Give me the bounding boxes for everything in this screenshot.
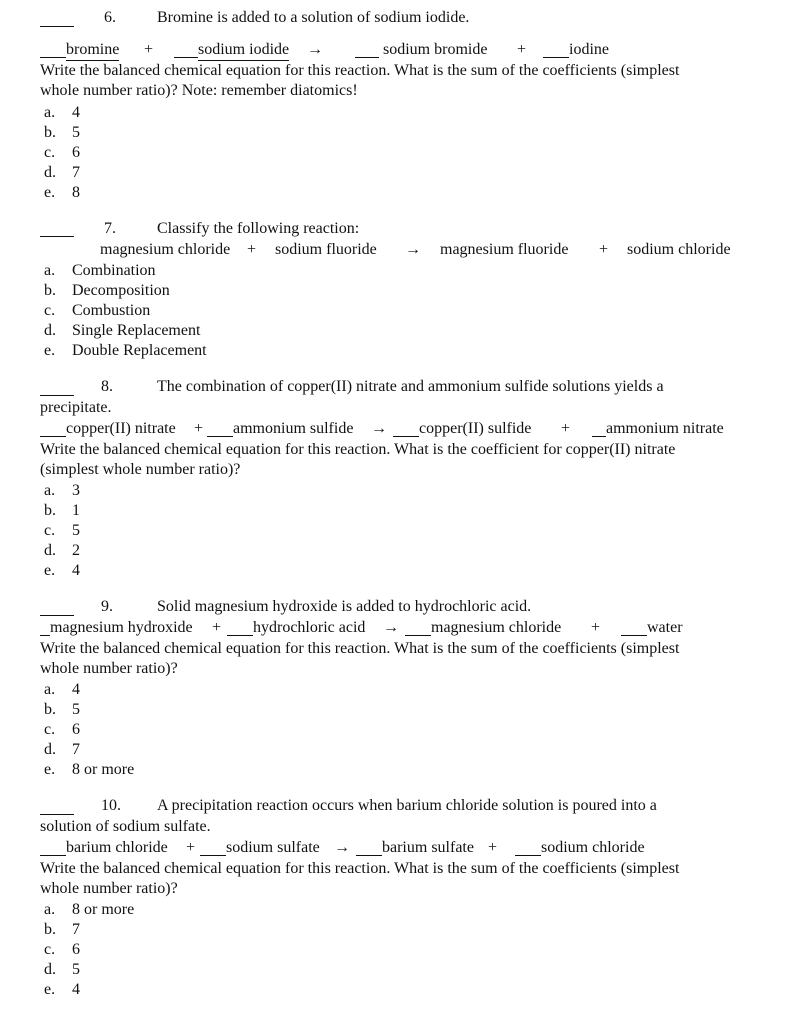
coefficient-blank[interactable] bbox=[592, 421, 606, 437]
coefficient-blank[interactable] bbox=[40, 620, 50, 636]
instruction-line: Write the balanced chemical equation for this reaction. What is the sum of the coefficients (simplest bbox=[40, 62, 680, 79]
product-1: magnesium fluoride bbox=[440, 241, 569, 258]
question-prompt: The combination of copper(II) nitrate and ammonium sulfide solutions yields a bbox=[157, 378, 664, 395]
answer-blank[interactable] bbox=[40, 220, 74, 237]
choice-text[interactable]: 4 bbox=[72, 562, 80, 579]
reactant-1: bromine bbox=[66, 40, 119, 61]
answer-blank[interactable] bbox=[40, 10, 74, 27]
choice-text[interactable]: 3 bbox=[72, 482, 80, 499]
choice-letter: d. bbox=[44, 961, 56, 978]
question-number: 8. bbox=[101, 378, 113, 395]
plus-sign: + bbox=[144, 41, 154, 58]
choice-text[interactable]: 4 bbox=[72, 681, 80, 698]
instruction-line: (simplest whole number ratio)? bbox=[40, 461, 241, 478]
coefficient-blank[interactable] bbox=[200, 840, 226, 856]
reactant-1: barium chloride bbox=[66, 839, 168, 856]
choice-letter: c. bbox=[44, 144, 56, 161]
choice-letter: b. bbox=[44, 282, 56, 299]
coefficient-blank[interactable] bbox=[40, 421, 66, 437]
choice-letter: d. bbox=[44, 164, 56, 181]
choice-text[interactable]: 1 bbox=[72, 502, 80, 519]
answer-blank[interactable] bbox=[40, 798, 74, 815]
reactant-2: sodium fluoride bbox=[275, 241, 377, 258]
choice-text[interactable]: Single Replacement bbox=[72, 322, 201, 339]
choice-letter: d. bbox=[44, 741, 56, 758]
choice-letter: c. bbox=[44, 941, 56, 958]
coefficient-blank[interactable] bbox=[621, 620, 647, 636]
choice-letter: a. bbox=[44, 901, 56, 918]
plus-sign: + bbox=[517, 41, 527, 58]
coefficient-blank[interactable] bbox=[515, 840, 541, 856]
arrow-icon: → bbox=[405, 241, 421, 258]
choice-text[interactable]: 5 bbox=[72, 124, 80, 141]
question-prompt: Classify the following reaction: bbox=[157, 220, 360, 237]
product-1: sodium bromide bbox=[383, 41, 488, 58]
instruction-line: Write the balanced chemical equation for this reaction. What is the sum of the coefficients (simplest bbox=[40, 640, 680, 657]
plus-sign: + bbox=[194, 420, 204, 437]
question-number: 10. bbox=[101, 797, 121, 814]
choice-text[interactable]: Double Replacement bbox=[72, 342, 207, 359]
instruction-line: Write the balanced chemical equation for this reaction. What is the coefficient for copper(II) nitrate bbox=[40, 441, 676, 458]
plus-sign: + bbox=[591, 619, 601, 636]
choice-letter: d. bbox=[44, 542, 56, 559]
choice-letter: b. bbox=[44, 502, 56, 519]
product-1: barium sulfate bbox=[382, 839, 474, 856]
answer-blank[interactable] bbox=[40, 379, 74, 396]
choice-letter: a. bbox=[44, 262, 56, 279]
question-prompt-continued: precipitate. bbox=[40, 399, 112, 416]
coefficient-blank[interactable] bbox=[356, 840, 382, 856]
reactant-2: hydrochloric acid bbox=[253, 619, 366, 636]
choice-letter: c. bbox=[44, 721, 56, 738]
choice-text[interactable]: 4 bbox=[72, 981, 80, 998]
coefficient-blank[interactable] bbox=[40, 840, 66, 856]
plus-sign: + bbox=[247, 241, 257, 258]
choice-letter: c. bbox=[44, 302, 56, 319]
question-prompt: Solid magnesium hydroxide is added to hydrochloric acid. bbox=[157, 598, 532, 615]
choice-letter: d. bbox=[44, 322, 56, 339]
choice-letter: c. bbox=[44, 522, 56, 539]
arrow-icon: → bbox=[383, 619, 399, 636]
choice-letter: e. bbox=[44, 562, 56, 579]
reactant-1: copper(II) nitrate bbox=[66, 420, 176, 437]
choice-text[interactable]: 4 bbox=[72, 104, 80, 121]
choice-letter: e. bbox=[44, 184, 56, 201]
choice-text[interactable]: 8 or more bbox=[72, 901, 135, 918]
plus-sign: + bbox=[212, 619, 222, 636]
plus-sign: + bbox=[599, 241, 609, 258]
choice-letter: e. bbox=[44, 981, 56, 998]
arrow-icon: → bbox=[334, 839, 350, 856]
coefficient-blank[interactable] bbox=[40, 42, 66, 58]
product-2: water bbox=[647, 619, 683, 636]
question-prompt: A precipitation reaction occurs when barium chloride solution is poured into a bbox=[157, 797, 657, 814]
choice-text[interactable]: 8 or more bbox=[72, 761, 135, 778]
answer-blank[interactable] bbox=[40, 599, 74, 616]
arrow-icon: → bbox=[371, 420, 387, 437]
coefficient-blank[interactable] bbox=[207, 421, 233, 437]
choice-text[interactable]: 7 bbox=[72, 921, 80, 938]
reactant-1: magnesium chloride bbox=[100, 241, 231, 258]
choice-text[interactable]: Combustion bbox=[72, 302, 151, 319]
reactant-2: ammonium sulfide bbox=[233, 420, 354, 437]
product-2: iodine bbox=[569, 41, 609, 58]
question-prompt-continued: solution of sodium sulfate. bbox=[40, 818, 211, 835]
choice-text[interactable]: 5 bbox=[72, 961, 80, 978]
choice-letter: b. bbox=[44, 701, 56, 718]
choice-letter: e. bbox=[44, 342, 56, 359]
question-number: 7. bbox=[104, 220, 116, 237]
product-2: ammonium nitrate bbox=[606, 420, 724, 437]
choice-text[interactable]: 6 bbox=[72, 144, 80, 161]
choice-text[interactable]: 6 bbox=[72, 721, 80, 738]
reactant-2: sodium iodide bbox=[198, 40, 289, 61]
instruction-line: whole number ratio)? bbox=[40, 660, 178, 677]
choice-text[interactable]: Decomposition bbox=[72, 282, 170, 299]
question-prompt: Bromine is added to a solution of sodium iodide. bbox=[157, 9, 470, 26]
coefficient-blank[interactable] bbox=[227, 620, 253, 636]
reactant-2: sodium sulfate bbox=[226, 839, 320, 856]
choice-letter: b. bbox=[44, 921, 56, 938]
choice-text[interactable]: 7 bbox=[72, 164, 80, 181]
reactant-1: magnesium hydroxide bbox=[50, 619, 193, 636]
choice-text[interactable]: Combination bbox=[72, 262, 156, 279]
coefficient-blank[interactable] bbox=[174, 42, 198, 58]
plus-sign: + bbox=[561, 420, 571, 437]
plus-sign: + bbox=[186, 839, 196, 856]
coefficient-blank[interactable] bbox=[355, 42, 379, 58]
choice-text[interactable]: 5 bbox=[72, 701, 80, 718]
plus-sign: + bbox=[488, 839, 498, 856]
product-1: copper(II) sulfide bbox=[419, 420, 532, 437]
choice-text[interactable]: 2 bbox=[72, 542, 80, 559]
product-1: magnesium chloride bbox=[431, 619, 562, 636]
coefficient-blank[interactable] bbox=[543, 42, 569, 58]
choice-text[interactable]: 6 bbox=[72, 941, 80, 958]
instruction-line: Write the balanced chemical equation for this reaction. What is the sum of the coefficients (simplest bbox=[40, 860, 680, 877]
choice-letter: e. bbox=[44, 761, 56, 778]
choice-letter: b. bbox=[44, 124, 56, 141]
coefficient-blank[interactable] bbox=[393, 421, 419, 437]
choice-letter: a. bbox=[44, 104, 56, 121]
question-number: 9. bbox=[101, 598, 113, 615]
choice-text[interactable]: 8 bbox=[72, 184, 80, 201]
choice-text[interactable]: 7 bbox=[72, 741, 80, 758]
instruction-line: whole number ratio)? Note: remember diatomics! bbox=[40, 82, 358, 99]
product-2: sodium chloride bbox=[541, 839, 645, 856]
choice-letter: a. bbox=[44, 482, 56, 499]
arrow-icon: → bbox=[307, 41, 323, 58]
coefficient-blank[interactable] bbox=[405, 620, 431, 636]
choice-letter: a. bbox=[44, 681, 56, 698]
product-2: sodium chloride bbox=[627, 241, 731, 258]
choice-text[interactable]: 5 bbox=[72, 522, 80, 539]
instruction-line: whole number ratio)? bbox=[40, 880, 178, 897]
question-number: 6. bbox=[104, 9, 116, 26]
